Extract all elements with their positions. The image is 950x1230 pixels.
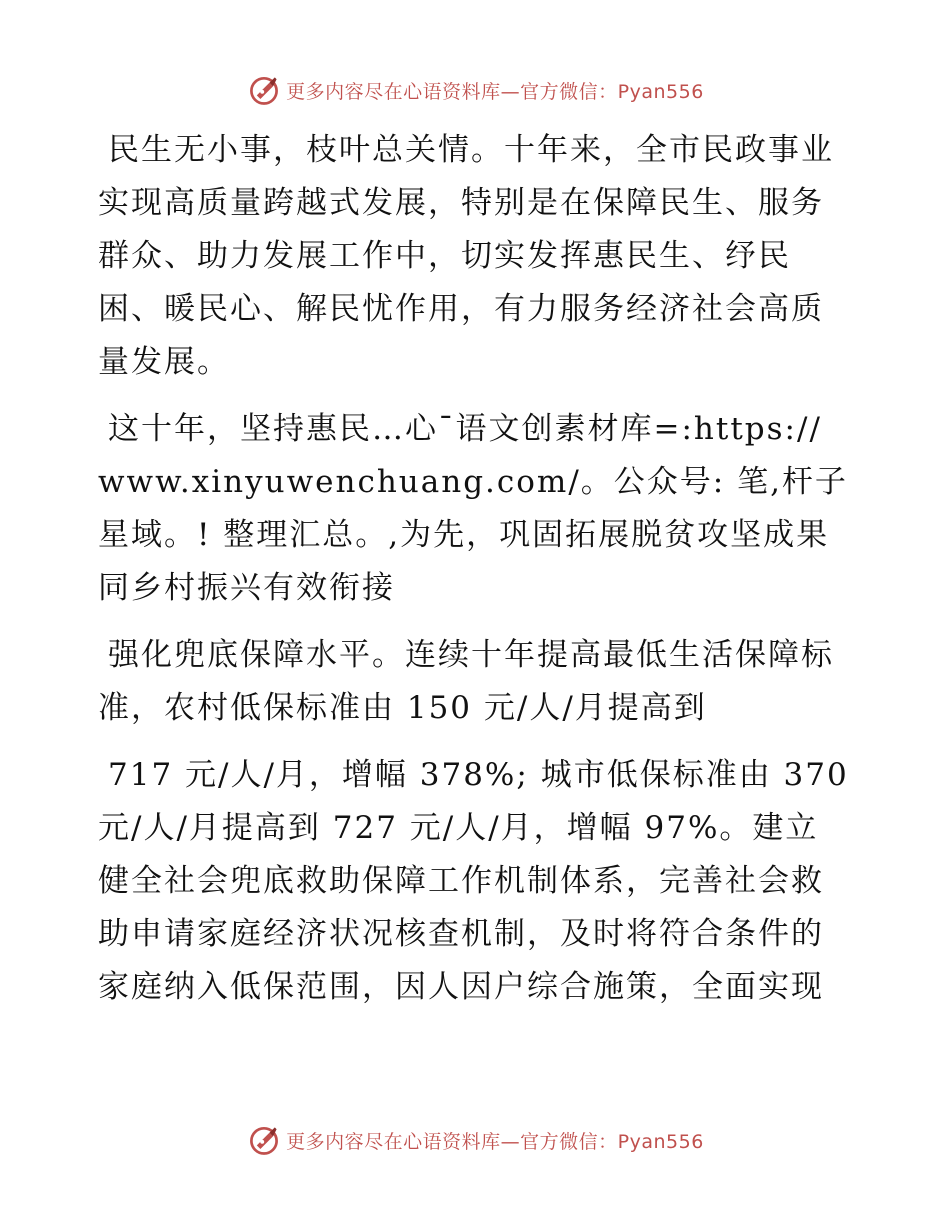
footer-watermark-text: 更多内容尽在心语资料库—官方微信：Pyan556: [286, 1130, 704, 1153]
paragraph-3: 强化兜底保障水平。连续十年提高最低生活保障标准，农村低保标准由 150 元/人/月提高到: [98, 637, 834, 726]
article-body: [98, 124, 850, 1028]
paragraph-1: 民生无小事，枝叶总关情。十年来，全市民政事业实现高质量跨越式发展，特别是在保障民生、服务群众、助力发展工作中，切实发挥惠民生、纾民困、暖民心、解民忧作用，有力服务经济社会高质量发展。: [98, 132, 834, 380]
pen-logo-icon: [246, 1122, 282, 1158]
pen-logo-icon: [246, 72, 282, 108]
paragraph-2: 这十年，坚持惠民…心¯语文创素材库=:https://www.xinyuwenchuang.com/。公众号: 笔,杆子星域。! 整理汇总。,为先，巩固拓展脱贫攻坚成果同乡村振兴有效衔接: [98, 411, 848, 606]
paragraph-4: 717 元/人/月，增幅 378%; 城市低保标准由 370 元/人/月提高到 727 元/人/月，增幅 97%。建立健全社会兜底救助保障工作机制体系，完善社会救助申请家庭经济状况核查机制，及时将符合条件的家庭纳入低保范围，因人因户综合施策，全面实现: [98, 757, 849, 1005]
footer-watermark-banner: [0, 1120, 950, 1160]
header-watermark-banner: [0, 70, 950, 110]
header-watermark-text: 更多内容尽在心语资料库—官方微信：Pyan556: [286, 80, 704, 103]
